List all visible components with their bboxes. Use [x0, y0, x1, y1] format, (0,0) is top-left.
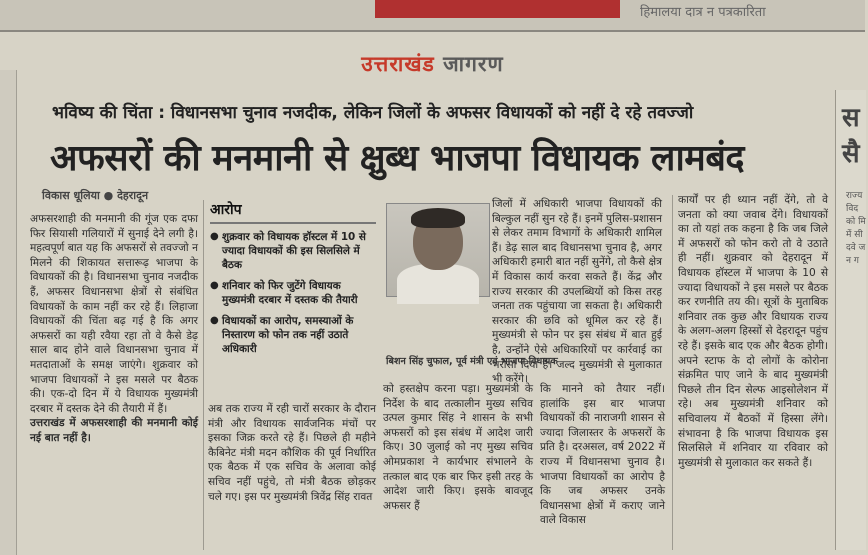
column-1-para-2: उत्तराखंड में अफसरशाही की मनमानी कोई नई बात नहीं है।: [30, 417, 198, 444]
right-edge-big-1: स: [842, 103, 860, 133]
column-rule: [203, 200, 204, 550]
byline: विकास धूलिया ● देहरादून: [42, 189, 149, 202]
masthead-accent: उत्तराखंड: [361, 52, 435, 76]
headline: अफसरों की मनमानी से क्षुब्ध भाजपा विधायक लामबंद: [50, 138, 744, 179]
portrait-photo: [386, 203, 490, 297]
top-strip: [0, 0, 865, 32]
bullet-icon: ●: [210, 231, 219, 242]
column-2-lower: अब तक राज्य में रही चारों सरकार के दौरान मंत्री और विधायक सार्वजनिक मंचों पर इसका जिक्र करते रहे हैं। पिछले ही महीने कैबिनेट मंत्री मदन कौशिक की पूर्व निर्धारित एक बैठक में एक सचिव के अलावा कोई सचिव नहीं पहुंचे, तो मंत्री बैठक छोड़कर चले गए। इस पर मुख्यमंत्री त्रिवेंद्र सिंह रावत: [208, 403, 376, 503]
sidebar-box: [210, 200, 376, 396]
sidebar-item-text: शुक्रवार को विधायक हॉस्टल में 10 से ज्यादा विधायकों की इस सिलसिले में बैठक: [222, 231, 366, 271]
sidebar-item-text: विधायकों का आरोप, समस्याओं के निस्तारण को फोन तक नहीं उठाते अधिकारी: [222, 315, 354, 355]
quote-text: जिलों में अधिकारी भाजपा विधायकों की बिल्कुल नहीं सुन रहे हैं। इनमें पुलिस-प्रशासन से लेकर तमाम विभागों के अधिकारी शामिल हैं। डेढ़ साल बाद विधानसभा चुनाव है, अगर अधिकारी हमारी बात नहीं सुनेंगे, तो कैसे क्षेत्र में विकास कार्य करवा सकते हैं। केंद्र और राज्य सरकार की उपलब्धियों को किस तरह जनता तक पहुंचाया जा सकता है। अधिकारी सरकार की छवि को धूमिल कर रहे हैं। मुख्यमंत्री से फोन पर इस संबंध में बात हुई है, उन्होंने ऐसे अधिकारियों पर कार्रवाई का भरोसा दिया है। जल्द मुख्यमंत्री से मुलाकात भी करेंगे।: [492, 198, 662, 386]
column-5: कार्यों पर ही ध्यान नहीं देंगे, तो वे जनता को क्या जवाब देंगे। विधायकों का तो यहां तक कहना है कि जब जिले में अफसरों को फोन करो तो वे उठाते ही नहीं। शुक्रवार को देहरादून में विधायक हॉस्टल में भाजपा के 10 से ज्यादा विधायकों ने इस मसले पर बैठक कर रणनीति तय की। सूत्रों के मुताबिक शनिवार तक कुछ और विधायक राज्य के अलग-अलग हिस्सों से देहरादून पहुंच रहे हैं। इसके बाद एक और बैठक होगी। अपने स्टाफ के दो लोगों के कोरोना संक्रमित पाए जाने के बाद मुख्यमंत्री पिछले तीन दिन सेल्फ आइसोलेशन में रहे। अब मुख्यमंत्री शनिवार को सचिवालय में बैठकों में हिस्सा लेंगे। संभावना है कि भाजपा विधायक इस सिलसिले में शनिवार या रविवार को मुख्यमंत्री से मुलाकात कर सकते हैं।: [678, 194, 828, 469]
bullet-icon: ●: [210, 280, 219, 291]
sidebar-item: [210, 230, 376, 272]
sidebar-title: आरोप: [210, 200, 376, 224]
column-1-para-1: अफसरशाही की मनमानी की गूंज एक दफा फिर सियासी गलियारों में सुनाई देने लगी है। महत्वपूर्ण बात यह कि अफसरों से तवज्जो न मिलने की शिकायत सत्तारूढ़ भाजपा के विधायकों की है। विधानसभा चुनाव नजदीक हैं, अफसर विधानसभा क्षेत्रों से संबंधित विधायकों के काम नहीं कर रहे हैं। लिहाजा विधायकों की चिंता बढ़ गई है कि अगर अफसरों का यही रवैया रहा तो वे कैसे डेढ़ साल बाद होने वाले विधानसभा चुनाव में मतदाताओं के समक्ष जाएंगे। शुक्रवार को भाजपा विधायकों ने इस मसले पर बैठक की। एक-दो दिन में ये विधायक मुख्यमंत्री दरबार में दस्तक देने की तैयारी में हैं।: [30, 213, 198, 415]
right-edge-big-2: सै: [842, 139, 860, 169]
photo-caption: बिशन सिंह चुफाल, पूर्व मंत्री एवं भाजपा विधायक: [386, 356, 558, 367]
quote-top: [492, 197, 662, 386]
column-4-lower: कि मानने को तैयार नहीं। हालांकि इस बार भाजपा विधायकों की नाराजगी शासन से ज्यादा जिलास्तर के अफसरों के प्रति है। दरअसल, वर्ष 2022 में राज्य में विधानसभा चुनाव है। भाजपा विधायकों का आरोप है कि जब अफसर उनके विधानसभा क्षेत्रों में कराए जाने वाले विकास: [540, 383, 665, 527]
column-3-lower: को हस्तक्षेप करना पड़ा। मुख्यमंत्री के निर्देश के बाद तत्कालीन मुख्य सचिव उत्पल कुमार सिंह ने शासन के सभी अफसरों को इस संबंध में आदेश जारी किए। 30 जुलाई को नए मुख्य सचिव ओमप्रकाश ने कार्यभार संभालने के तत्काल बाद एक बार फिर इसी तरह के आदेश जारी किए। इसके बावजूद अफसर हैं: [383, 383, 533, 512]
bullet-icon: ●: [210, 315, 219, 326]
kicker: भविष्य की चिंता : विधानसभा चुनाव नजदीक, लेकिन जिलों के अफसर विधायकों को नहीं दे रहे तवज्जो: [52, 103, 694, 123]
top-red-bar: [375, 0, 620, 18]
sidebar-item-text: शनिवार को फिर जुटेंगे विधायक मुख्यमंत्री दरबार में दस्तक की तैयारी: [222, 280, 358, 306]
top-strip-text: हिमालया दात्र न पत्रकारिता: [640, 5, 766, 20]
right-edge-small: राज्य विद को मि में सी दवे ज न ग: [846, 191, 866, 266]
quote-continued: [386, 297, 662, 353]
sidebar-item: [210, 279, 376, 307]
masthead-rest: जागरण: [434, 52, 504, 76]
masthead: [0, 50, 865, 78]
left-page-edge: [0, 70, 17, 555]
sidebar-item: [210, 314, 376, 356]
column-1: [30, 212, 198, 552]
right-page-edge: [835, 90, 866, 550]
column-rule: [672, 195, 673, 550]
